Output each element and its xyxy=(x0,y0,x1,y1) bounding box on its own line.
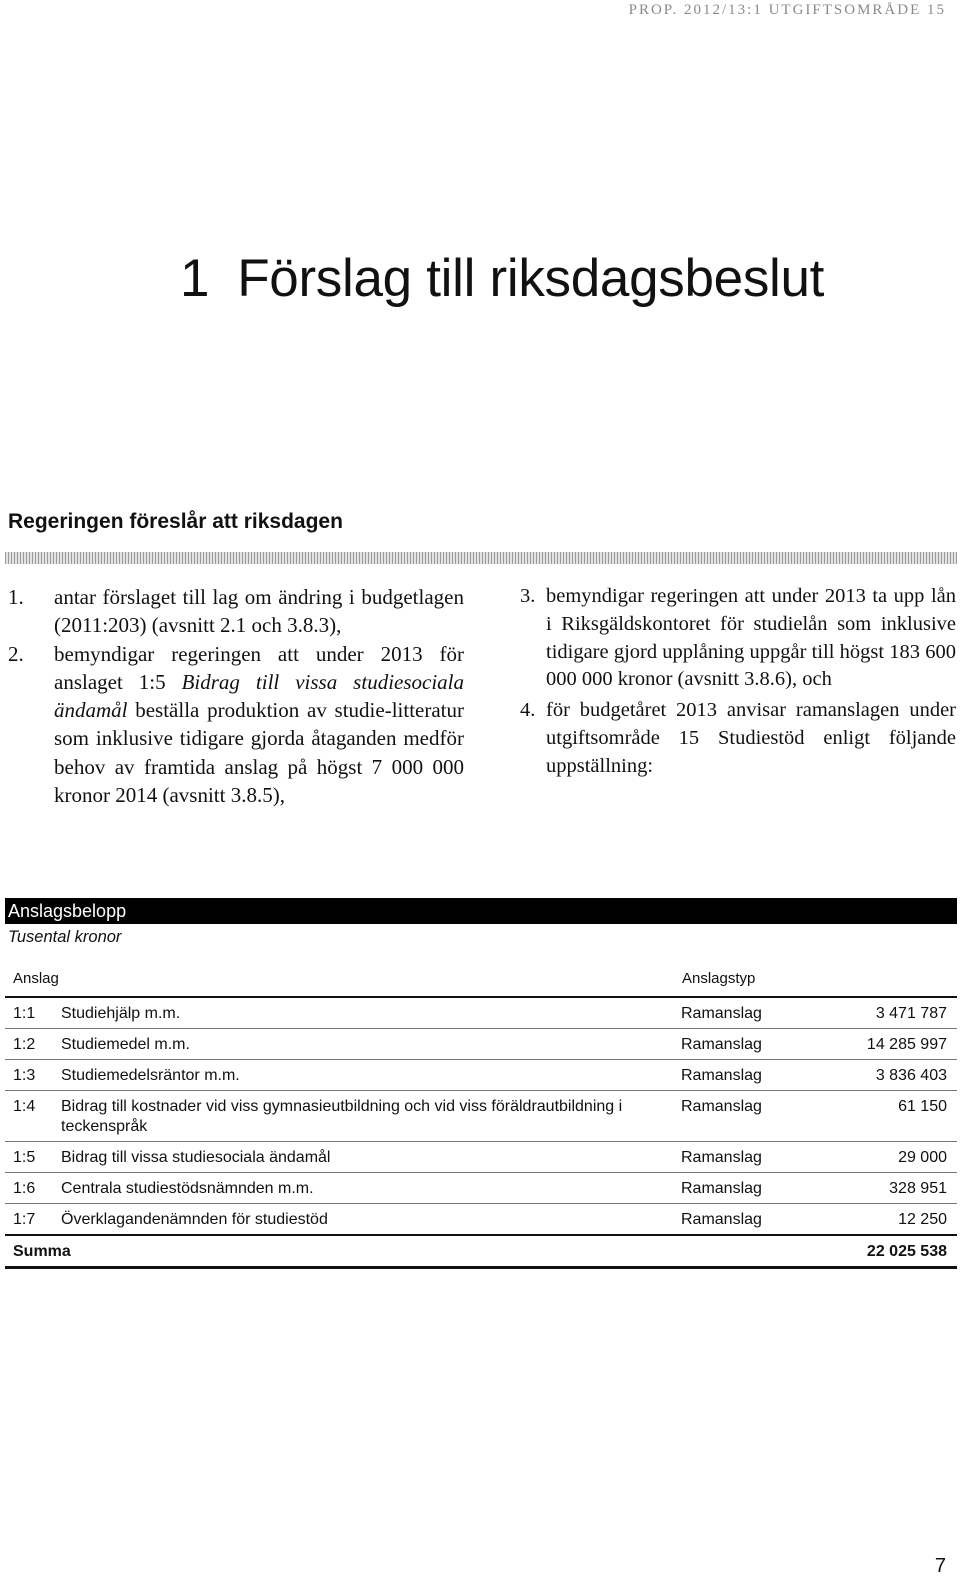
table-row xyxy=(5,1142,957,1173)
proposal-text: bemyndigar regeringen att under 2013 ta upp lån i Riksgäldskontoret för studielån som inklusive tidigare gjord upplåning uppgår till högst 183 600 000 000 kronor (avsnitt 3.8.6), och xyxy=(546,585,956,691)
row-name: Centrala studiestödsnämnden m.m. xyxy=(61,1173,681,1204)
proposal-item-3 xyxy=(520,583,956,694)
table-row xyxy=(5,997,957,1029)
row-amount: 29 000 xyxy=(863,1142,957,1173)
chapter-number: 1 xyxy=(180,249,210,308)
sum-row xyxy=(5,1235,957,1268)
sum-amount: 22 025 538 xyxy=(863,1235,957,1268)
page-number: 7 xyxy=(934,1555,946,1577)
row-type: Ramanslag xyxy=(681,1029,863,1060)
row-code: 1:3 xyxy=(5,1060,61,1091)
proposal-item-4 xyxy=(520,697,956,780)
row-amount: 12 250 xyxy=(863,1204,957,1236)
sum-label: Summa xyxy=(5,1235,863,1268)
row-name: Bidrag till vissa studiesociala ändamål xyxy=(61,1142,681,1173)
row-amount: 3 836 403 xyxy=(863,1060,957,1091)
proposal-list-left xyxy=(8,583,464,809)
table-row xyxy=(5,1029,957,1060)
proposal-number: 1. xyxy=(8,585,24,609)
appropriation-name: Bidrag till vissa studiesociala ändamål xyxy=(54,669,465,723)
section-heading: Regeringen föreslår att riksdagen xyxy=(8,510,343,533)
row-code: 1:6 xyxy=(5,1173,61,1204)
row-type: Ramanslag xyxy=(681,1204,863,1236)
row-amount: 61 150 xyxy=(863,1091,957,1142)
running-header: PROP. 2012/13:1 UTGIFTSOMRÅDE 15 xyxy=(628,2,946,18)
proposal-text: bemyndigar regeringen att under 2013 för anslaget 1:5 xyxy=(54,641,464,694)
row-type: Ramanslag xyxy=(681,997,863,1029)
table-header-row xyxy=(5,960,957,997)
proposal-list-right xyxy=(520,583,956,781)
proposal-text-cont: beställa produktion av studie-litteratur som inklusive tidigare gjorda åtaganden medför behov av framtida anslag på högst 7 000 000 kronor 2014 (avsnitt 3.8.5), xyxy=(54,698,464,808)
row-name: Studiemedel m.m. xyxy=(61,1029,681,1060)
row-code: 1:5 xyxy=(5,1142,61,1173)
proposal-text: för budgetåret 2013 anvisar ramanslagen under utgiftsområde 15 Studiestöd enligt följande uppställning: xyxy=(546,699,956,777)
proposal-number: 2. xyxy=(8,641,24,666)
table-row xyxy=(5,1173,957,1204)
column-header-anslag: Anslag xyxy=(5,960,681,997)
row-amount: 328 951 xyxy=(863,1173,957,1204)
row-name: Bidrag till kostnader vid viss gymnasieutbildning och vid viss föräldrautbildning i teckenspråk xyxy=(61,1091,681,1142)
row-amount: 14 285 997 xyxy=(863,1029,957,1060)
section-divider xyxy=(5,552,957,564)
chapter-title xyxy=(180,248,824,309)
table-title: Anslagsbelopp xyxy=(8,901,127,921)
chapter-title-text: Förslag till riksdagsbeslut xyxy=(237,249,825,308)
proposal-item-2 xyxy=(8,640,464,810)
row-name: Studiehjälp m.m. xyxy=(61,997,681,1029)
table-row xyxy=(5,1060,957,1091)
row-name: Studiemedelsräntor m.m. xyxy=(61,1060,681,1091)
column-header-amount xyxy=(863,960,957,997)
row-code: 1:7 xyxy=(5,1204,61,1236)
proposal-text: antar förslaget till lag om ändring i budgetlagen (2011:203) (avsnitt 2.1 och 3.8.3), xyxy=(54,585,464,638)
table-row xyxy=(5,1204,957,1236)
appropriations-table xyxy=(5,960,957,1269)
row-name: Överklagandenämnden för studiestöd xyxy=(61,1204,681,1236)
row-code: 1:2 xyxy=(5,1029,61,1060)
row-code: 1:1 xyxy=(5,997,61,1029)
table-unit: Tusental kronor xyxy=(8,928,122,946)
proposal-number: 3. xyxy=(520,585,536,607)
proposal-number: 4. xyxy=(520,699,536,722)
row-type: Ramanslag xyxy=(681,1060,863,1091)
row-type: Ramanslag xyxy=(681,1091,863,1142)
proposal-item-1 xyxy=(8,583,464,640)
row-type: Ramanslag xyxy=(681,1142,863,1173)
row-code: 1:4 xyxy=(5,1091,61,1142)
table-title-bar xyxy=(5,898,957,924)
table-row xyxy=(5,1091,957,1142)
row-amount: 3 471 787 xyxy=(863,997,957,1029)
column-header-anslagstyp: Anslagstyp xyxy=(681,960,863,997)
row-type: Ramanslag xyxy=(681,1173,863,1204)
